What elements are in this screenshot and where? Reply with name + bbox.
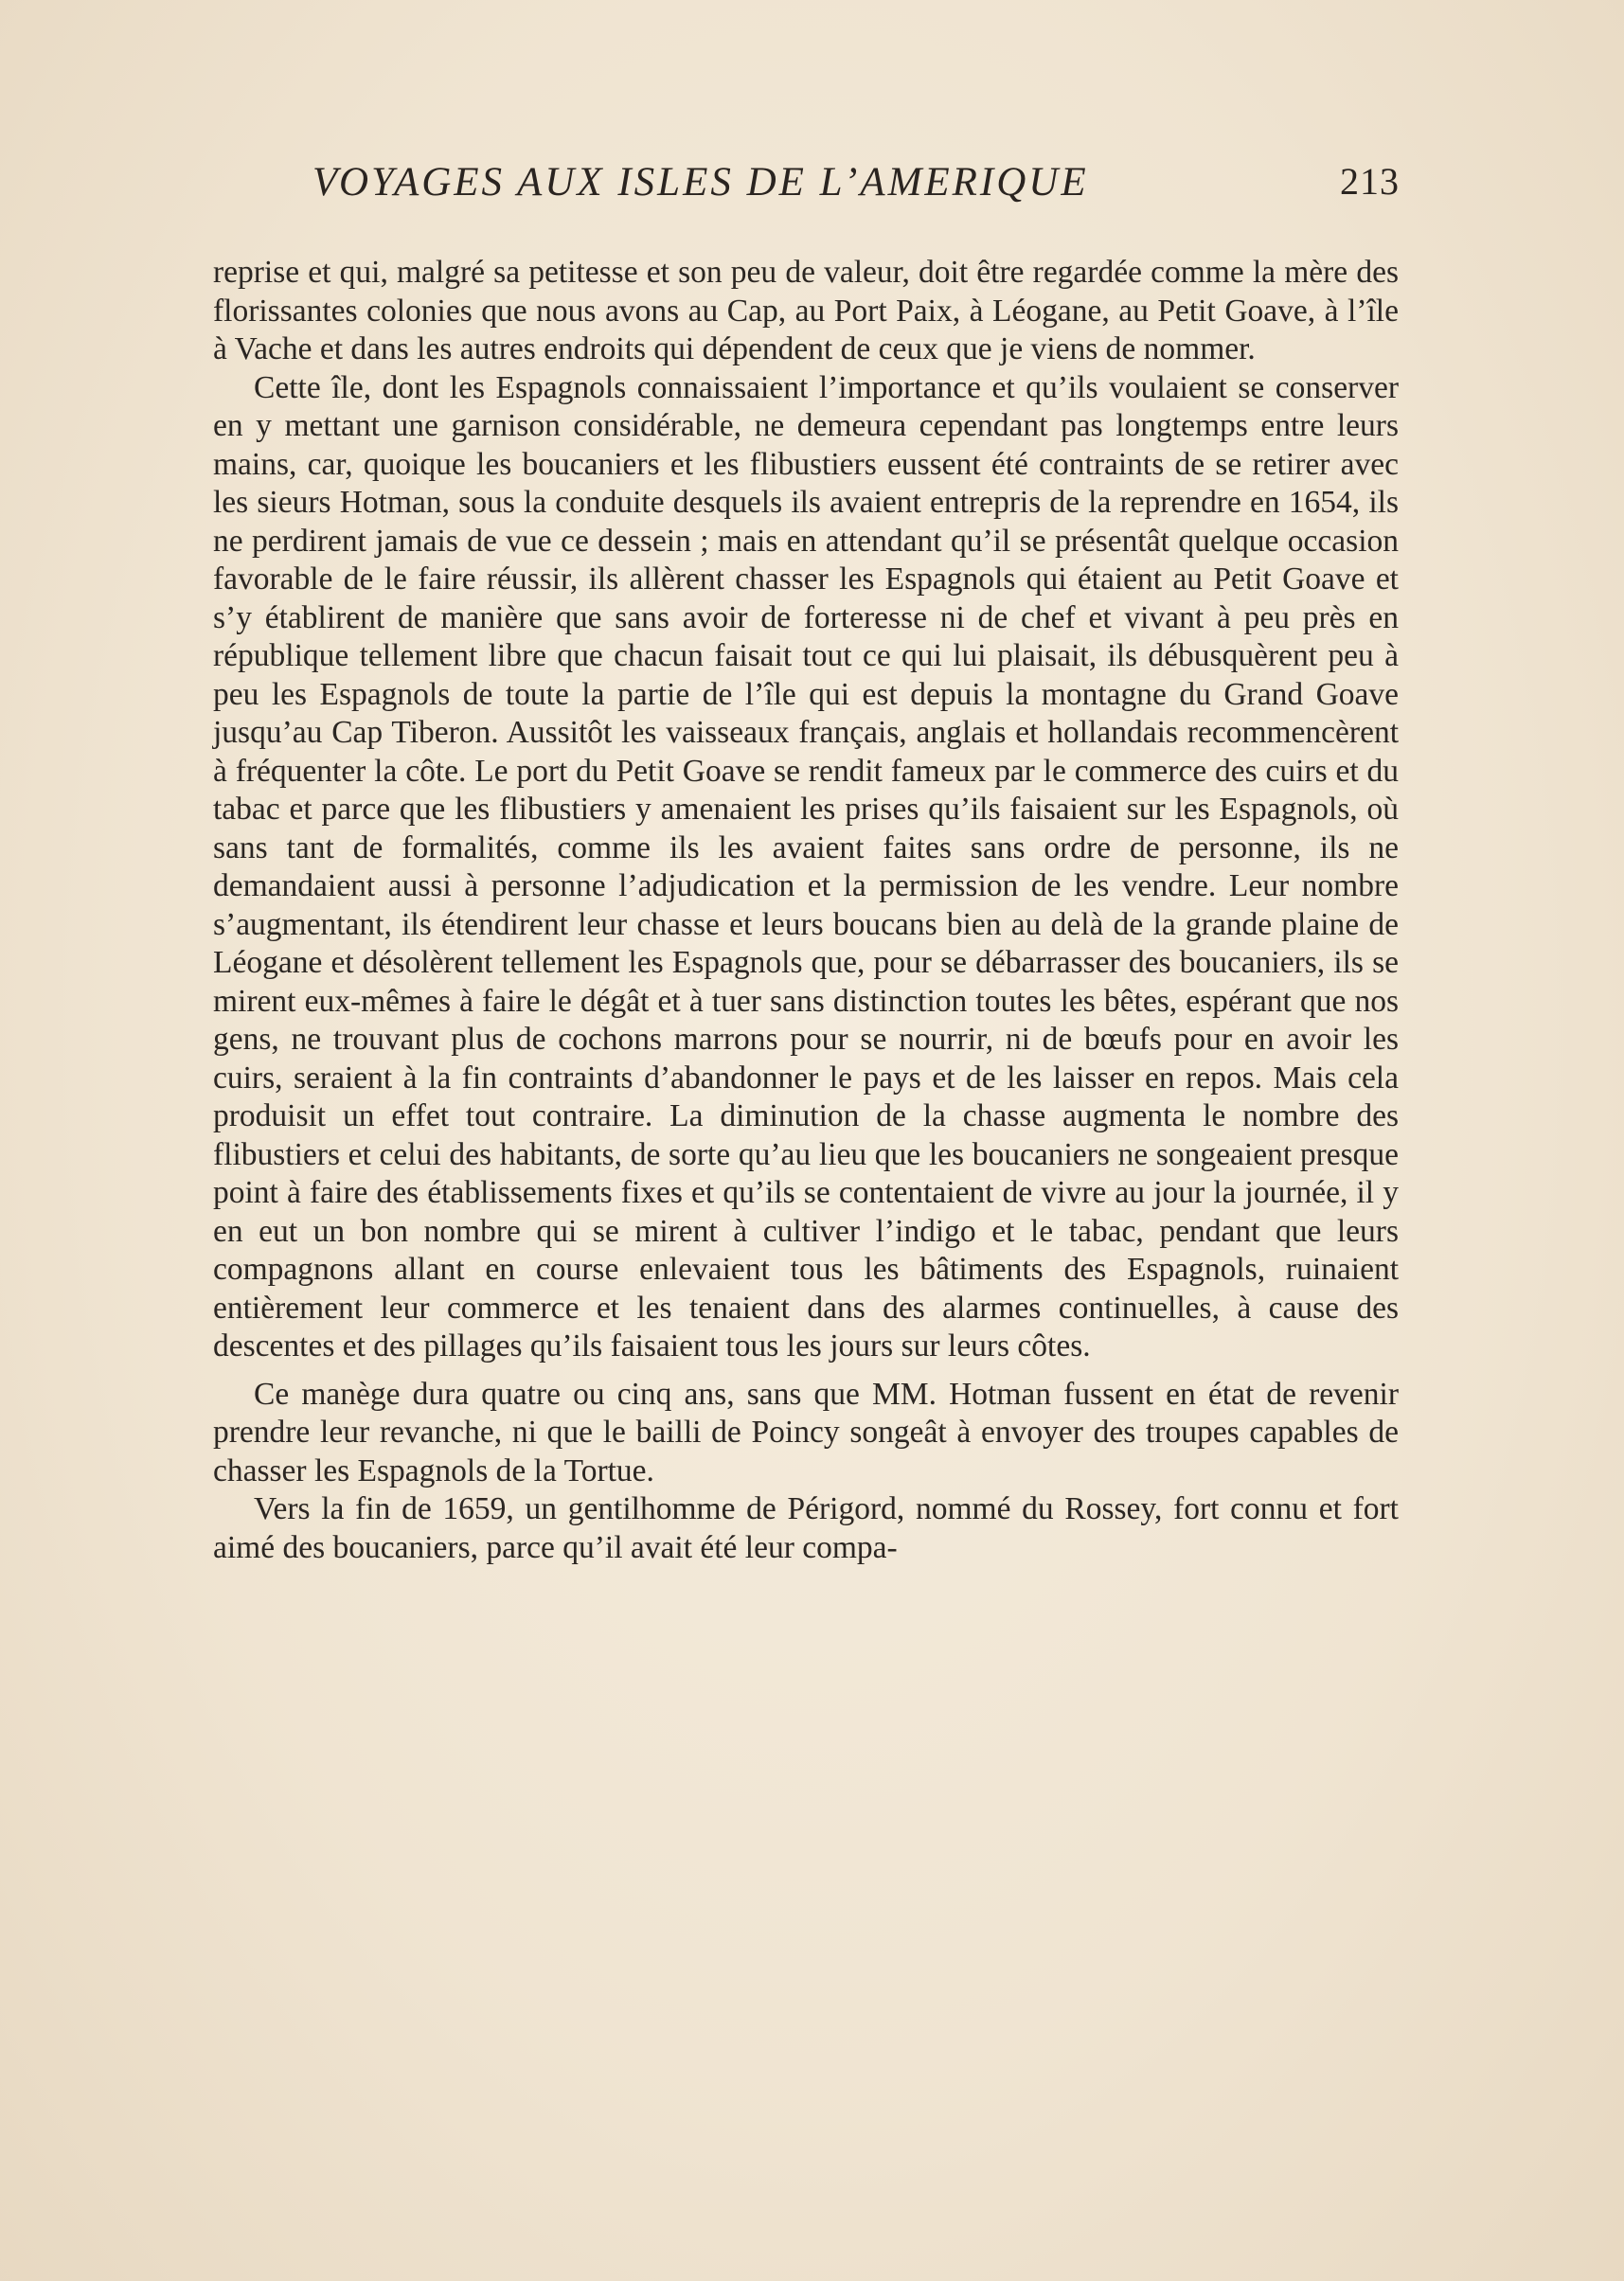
running-title: VOYAGES AUX ISLES DE L’AMERIQUE — [312, 160, 1089, 205]
paragraph-2: Cette île, dont les Espagnols connaissaient l’importance et qu’ils voulaient se conserver en y mettant une garnison considérable, ne demeura cependant pas longtemps entre leurs mains, car, quoique les boucaniers et les flibustiers eussent été contraints de se retirer avec les sieurs Hotman, sous la conduite desquels ils avaient entrepris de la reprendre en 1654, ils ne perdirent jamais de vue ce dessein ; mais en attendant qu’il se présentât quelque occasion favorable de le faire réussir, ils allèrent chasser les Espagnols qui étaient au Petit Goave et s’y établirent de manière que sans avoir de forteresse ni de chef et vivant à peu près en république tellement libre que chacun faisait tout ce qui lui plaisait, ils débusquèrent peu à peu les Espagnols de toute la partie de l’île qui est depuis la montagne du Grand Goave jusqu’au Cap Tiberon. Aussitôt les vaisseaux français, anglais et hollandais recommencèrent à fréquenter la côte. Le port du Petit Goave se rendit fameux par le commerce des cuirs et du tabac et parce que les flibustiers y amenaient les prises qu’ils faisaient sur les Espagnols, où sans tant de formalités, comme ils les avaient faites sans ordre de personne, ils ne demandaient aussi à personne l’adjudication et la permission de les vendre. Leur nombre s’augmentant, ils étendirent leur chasse et leurs boucans bien au delà de la grande plaine de Léogane et désolèrent tellement les Espagnols que, pour se débarrasser des boucaniers, ils se mirent eux-mêmes à faire le dégât et à tuer sans distinction toutes les bêtes, espérant que nos gens, ne trouvant plus de cochons marrons pour se nourrir, ni de bœufs pour en avoir les cuirs, seraient à la fin contraints d’abandonner le pays et de les laisser en repos. Mais cela produisit un effet tout contraire. La diminution de la chasse augmenta le nombre des flibustiers et celui des habitants, de sorte qu’au lieu que les boucaniers ne songeaient presque point à faire des établissements fixes et qu’ils se contentaient de vivre au jour la journée, il y en eut un bon nombre qui se mirent à cultiver l’indigo et le tabac, pendant que leurs compagnons allant en course enlevaient tous les bâtiments des Espagnols, ruinaient entièrement leur commerce et les tenaient dans des alarmes continuelles, à cause des descentes et des pillages qu’ils faisaient tous les jours sur leurs côtes. — [213, 369, 1399, 1363]
paragraph-1: reprise et qui, malgré sa petitesse et son peu de valeur, doit être regardée comme la mère des florissantes colonies que nous avons au Cap, au Port Paix, à Léogane, au Petit Goave, à l’île à Vache et dans les autres endroits qui dépendent de ceux que je viens de nommer. — [213, 255, 1399, 366]
body-text — [213, 254, 1399, 1567]
page-header — [312, 159, 1400, 225]
page-number: 213 — [1340, 160, 1400, 203]
paragraph-3: Ce manège dura quatre ou cinq ans, sans que MM. Hotman fussent en état de revenir prendre leur revanche, ni que le bailli de Poincy songeât à envoyer des troupes capables de chasser les Espagnols de la Tortue. — [213, 1376, 1399, 1488]
paragraph-4: Vers la fin de 1659, un gentilhomme de Périgord, nommé du Rossey, fort connu et fort aimé des boucaniers, parce qu’il avait été leur compa- — [213, 1491, 1399, 1565]
